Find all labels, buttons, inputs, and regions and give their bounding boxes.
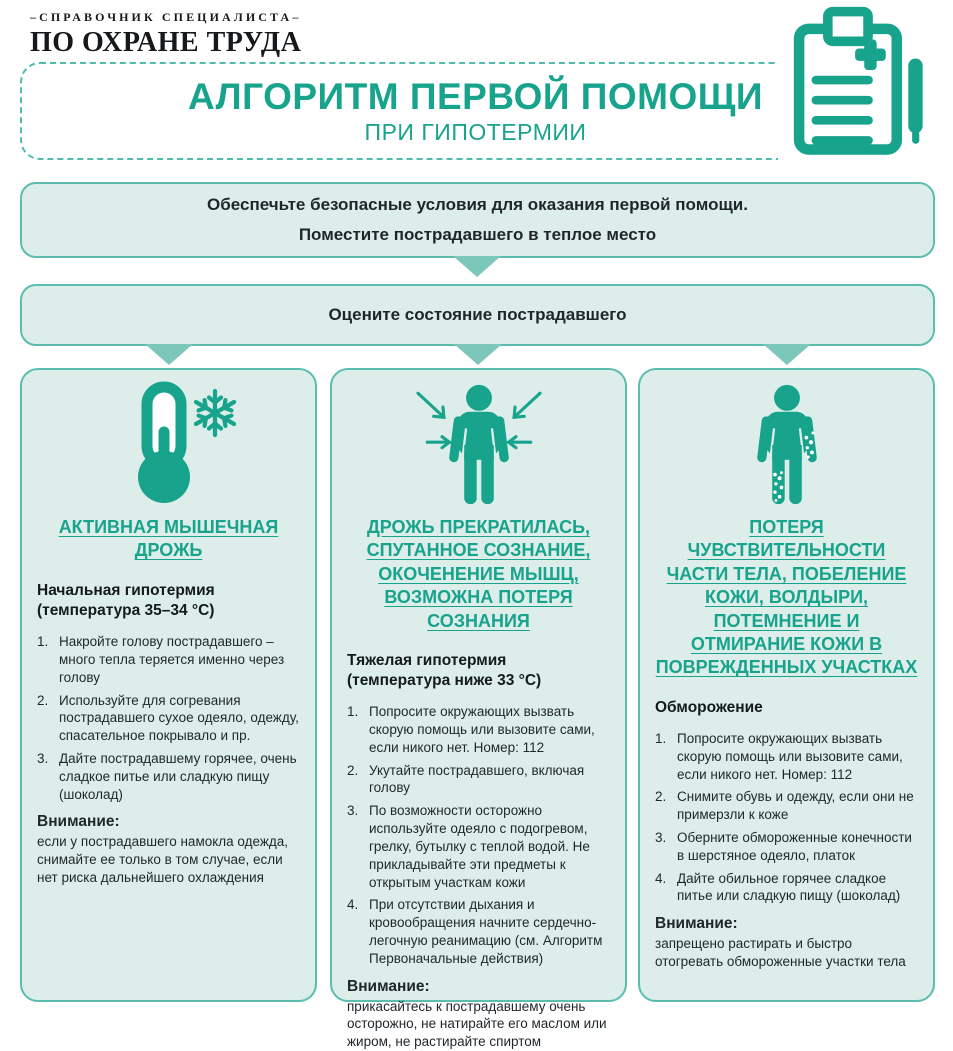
- condition-title: [347, 651, 610, 691]
- warning-text: если у пострадавшего намокла одежда, снимайте ее только в том случае, если нет риска дальнейшего охлаждения: [37, 834, 289, 885]
- list-item: Дайте обильное горячее сладкое питье или сладкую пищу (шоколад): [677, 870, 901, 904]
- instruction-list: [37, 633, 300, 803]
- list-item: Накройте голову пострадавшего – много тепла теряется именно через голову: [59, 634, 285, 685]
- list-item: Попросите окружающих вызвать скорую помощь или вызовите сами, если никого нет. Номер: 112: [369, 704, 595, 755]
- clipboard-medical-with-pen-icon: [778, 2, 938, 162]
- flow-arrow-down-icon: [763, 344, 811, 365]
- page-title: АЛГОРИТМ ПЕРВОЙ ПОМОЩИ: [187, 76, 764, 117]
- flow-arrow-down-icon: [454, 344, 502, 365]
- person-frostbite-icon: [655, 384, 918, 506]
- list-item: При отсутствии дыхания и кровообращения начните сердечно-легочную реанимацию (см. Алгоритм Первоначальные действия): [369, 897, 603, 966]
- condition-line2: (температура ниже 33 °С): [347, 672, 542, 690]
- column-heading: АКТИВНАЯ МЫШЕЧНАЯ ДРОЖЬ: [58, 517, 279, 561]
- list-item: Попросите окружающих вызвать скорую помощь или вызовите сами, если никого нет. Номер: 112: [677, 730, 903, 782]
- page-subtitle: ПРИ ГИПОТЕРМИИ: [364, 118, 587, 145]
- flow-arrow-down-icon: [145, 344, 193, 365]
- condition-line1: Тяжелая гипотермия: [347, 651, 507, 669]
- column-heading: ДРОЖЬ ПРЕКРАТИЛАСЬ, СПУТАННОЕ СОЗНАНИЕ, ОКОЧЕНЕНИЕ МЫШЦ, ВОЗМОЖНА ПОТЕРЯ СОЗНАНИЯ: [366, 517, 591, 631]
- list-item: По возможности осторожно используйте одеяло с подогревом, грелку, бутылку с теплой водой. Не прикладывайте эти предметы к открытым участкам кожи: [369, 803, 590, 890]
- condition-title: [655, 698, 918, 718]
- instruction-list: [655, 730, 918, 905]
- column-frostbite: [638, 368, 935, 1002]
- flow-arrow-down-icon: [453, 256, 501, 277]
- warning-label: Внимание:: [37, 813, 120, 831]
- list-item: Оберните обмороженные конечности в шерстяное одеяло, платок: [677, 829, 912, 863]
- warning-text: запрещено растирать и быстро отогревать обмороженные участки тела: [655, 936, 906, 969]
- thermometer-snowflake-icon: [37, 384, 300, 506]
- warning-label: Внимание:: [347, 977, 430, 995]
- masthead-line2: ПО ОХРАНЕ ТРУДА: [30, 27, 302, 58]
- column-heading: ПОТЕРЯ ЧУВСТВИТЕЛЬНОСТИ ЧАСТИ ТЕЛА, ПОБЕЛЕНИЕ КОЖИ, ВОЛДЫРИ, ПОТЕМНЕНИЕ И ОТМИРАНИЕ КОЖИ В ПОВРЕЖДЕННЫХ УЧАСТКАХ: [655, 517, 918, 678]
- condition-line2: (температура 35–34 °С): [37, 601, 215, 619]
- list-item: Дайте пострадавшему горячее, очень сладкое питье или сладкую пищу (шоколад): [59, 750, 297, 802]
- step-banner-assess-condition: [20, 284, 935, 346]
- masthead-line1: –СПРАВОЧНИК СПЕЦИАЛИСТА–: [30, 10, 302, 24]
- column-mild-hypothermia: [20, 368, 317, 1002]
- person-arrows-inward-icon: [347, 384, 610, 506]
- step-banner-safe-conditions: [20, 182, 935, 258]
- condition-line1: Начальная гипотермия: [37, 581, 215, 599]
- list-item: Используйте для согревания пострадавшего сухое одеяло, одежду, спасательное покрывало и пр.: [59, 692, 299, 744]
- instruction-list: [347, 703, 610, 967]
- step1-line2: Поместите пострадавшего в теплое место: [298, 225, 657, 244]
- masthead-logo: [30, 10, 301, 59]
- column-severe-hypothermia: [330, 368, 627, 1050]
- list-item: Укутайте пострадавшего, включая голову: [369, 762, 585, 796]
- condition-line1: Обморожение: [655, 698, 763, 716]
- condition-title: [37, 581, 300, 621]
- step1-line1: Обеспечьте безопасные условия для оказания первой помощи.: [207, 195, 748, 215]
- warning-text: прикасайтесь к пострадавшему очень осторожно, не натирайте его маслом или жиром, не растирайте спиртом: [347, 998, 607, 1050]
- step2-text: Оцените состояние пострадавшего: [328, 305, 627, 324]
- warning-label: Внимание:: [655, 915, 738, 933]
- list-item: Снимите обувь и одежду, если они не примерзли к коже: [677, 789, 914, 823]
